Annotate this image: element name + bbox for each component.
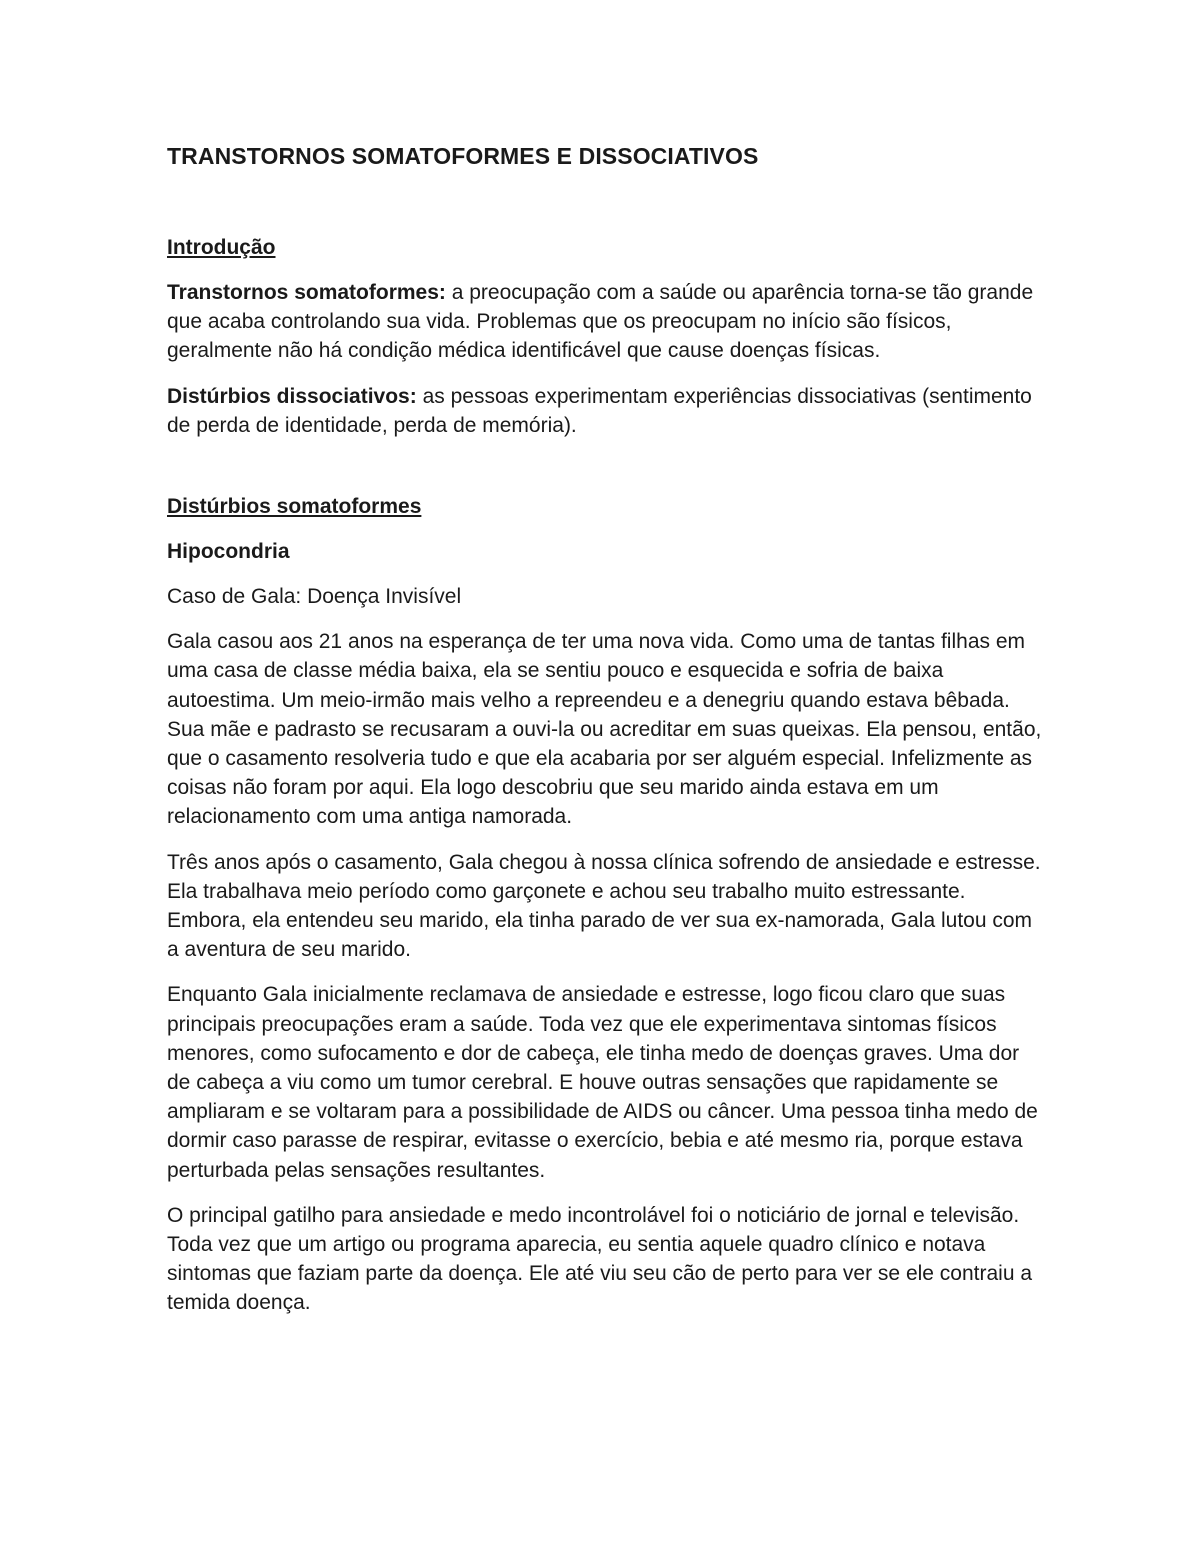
intro-heading: Introdução <box>167 236 276 259</box>
dissociative-term: Distúrbios dissociativos: <box>167 384 417 408</box>
somatoform-section-heading: Distúrbios somatoformes <box>167 495 422 519</box>
somatoform-text: a preocupação com a saúde ou aparência torna-se tão grande que acaba controlando sua vida. Problemas que os preocupam no início são físicos, geralmente não há condição médica identificável que cause doenças físicas. <box>167 281 1034 363</box>
document-body <box>167 140 1047 1318</box>
somatoform-term: Transtornos somatoformes: <box>167 281 446 304</box>
case-paragraph-1: Gala casou aos 21 anos na esperança de ter uma nova vida. Como uma de tantas filhas em uma casa de classe média baixa, ela se sentiu pouco e esquecida e sofria de baixa autoestima. Um meio-irmão mais velho a repreendeu e a denegriu quando estava bêbada. Sua mãe e padrasto se recusaram a ouvi-la ou acreditar em suas queixas. Ela pensou, então, que o casamento resolveria tudo e que ela acabaria por ser alguém especial. Infelizmente as coisas não foram por aqui. Ela logo descobriu que seu marido ainda estava em um relacionamento com uma antiga namorada. <box>167 630 1042 829</box>
case-paragraph-2: Três anos após o casamento, Gala chegou à nossa clínica sofrendo de ansiedade e estresse. Ela trabalhava meio período como garçonete e achou seu trabalho muito estressante. Embora, ela entendeu seu marido, ela tinha parado de ver sua ex-namorada, Gala lutou com a aventura de seu marido. <box>167 850 1041 962</box>
dissociative-text: as pessoas experimentam experiências dissociativas (sentimento de perda de identidade, perda de memória). <box>167 384 1032 437</box>
document-title: TRANSTORNOS SOMATOFORMES E DISSOCIATIVOS <box>167 143 759 169</box>
dissociative-definition <box>167 382 1047 440</box>
case-paragraph-3: Enquanto Gala inicialmente reclamava de ansiedade e estresse, logo ficou claro que suas principais preocupações eram a saúde. Toda vez que ele experimentava sintomas físicos menores, como sufocamento e dor de cabeça, ele tinha medo de doenças graves. Uma dor de cabeça a viu como um tumor cerebral. E houve outras sensações que rapidamente se ampliaram e se voltaram para a possibilidade de AIDS ou câncer. Uma pessoa tinha medo de dormir caso parasse de respirar, evitasse o exercício, bebia e até mesmo ria, porque estava perturbada pelas sensações resultantes. <box>167 983 1038 1182</box>
case-paragraph-4: O principal gatilho para ansiedade e medo incontrolável foi o noticiário de jornal e televisão. Toda vez que um artigo ou programa aparecia, eu sentia aquele quadro clínico e notava sintomas que faziam parte da doença. Ele até viu seu cão de perto para ver se ele contraiu a temida doença. <box>167 1203 1033 1315</box>
somatoform-definition <box>167 278 1047 366</box>
case-title: Caso de Gala: Doença Invisível <box>167 585 462 609</box>
hypochondria-heading: Hipocondria <box>167 540 290 564</box>
